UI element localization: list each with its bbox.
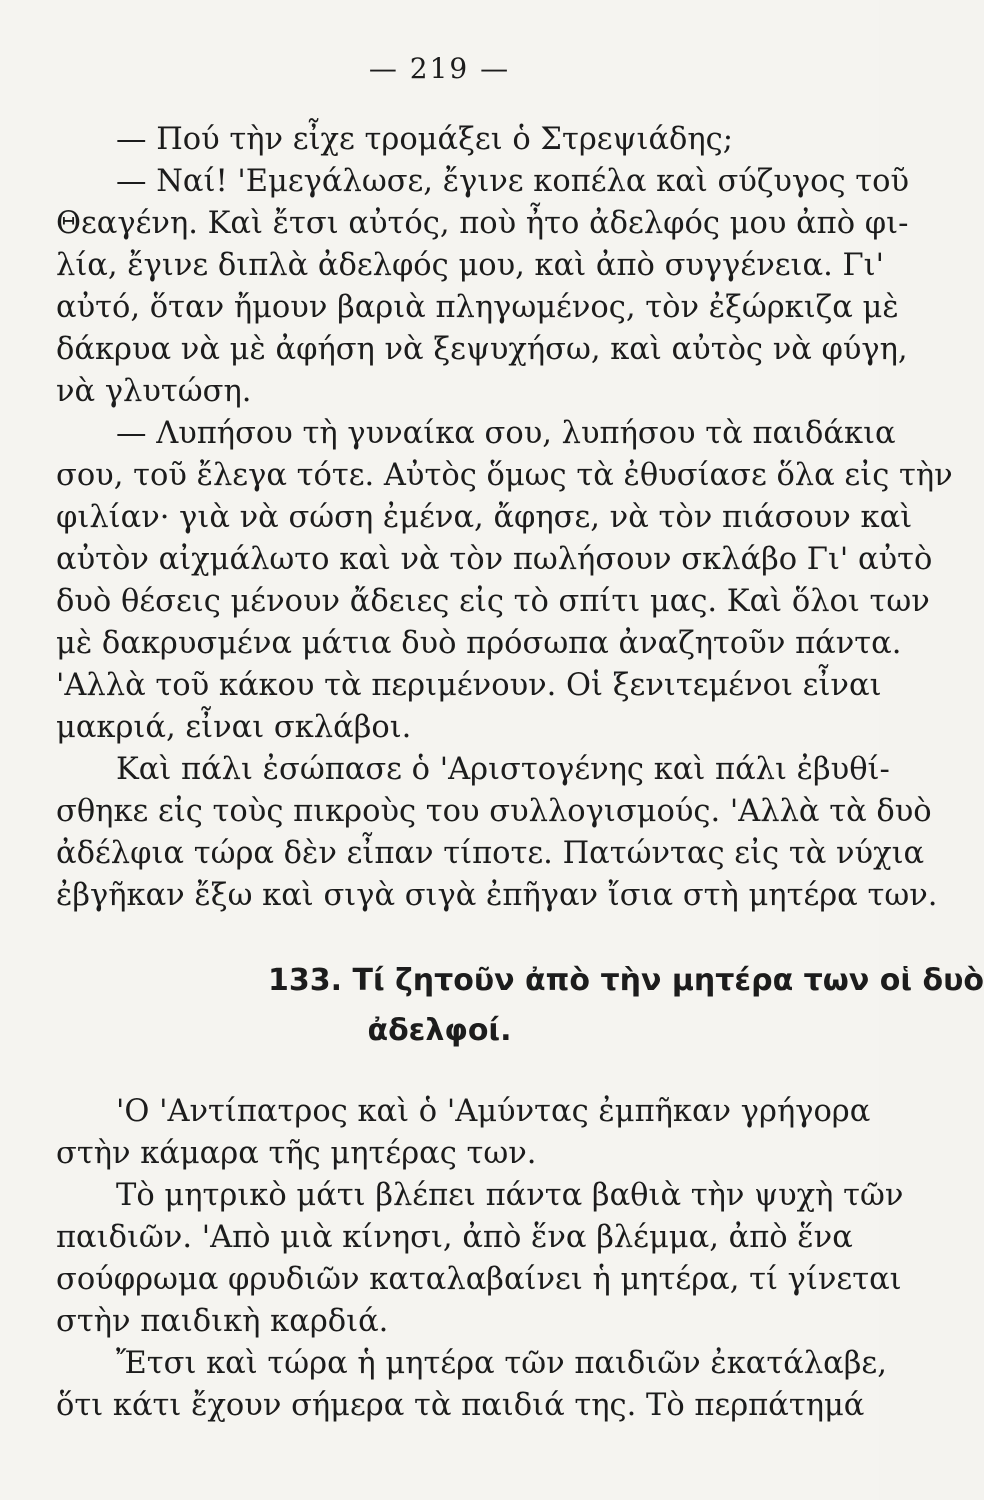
- text-line: παιδιῶν. 'Απὸ μιὰ κίνησι, ἀπὸ ἕνα βλέμμα, ἀπὸ ἕνα: [56, 1220, 853, 1255]
- text-line: αὐτό, ὅταν ἤμουν βαριὰ πληγωμένος, τὸν ἐξώρκιζα μὲ: [56, 290, 899, 325]
- text-line: μὲ δακρυσμένα μάτια δυὸ πρόσωπα ἀναζητοῦν πάντα.: [56, 626, 902, 661]
- text-line: — Ναί! 'Εμεγάλωσε, ἔγινε κοπέλα καὶ σύζυγος τοῦ: [116, 164, 910, 199]
- text-line: μακριά, εἶναι σκλάβοι.: [56, 710, 412, 745]
- text-line: — Λυπήσου τὴ γυναίκα σου, λυπήσου τὰ παιδάκια: [116, 416, 896, 451]
- text-line: σούφρωμα φρυδιῶν καταλαβαίνει ἡ μητέρα, τί γίνεται: [56, 1262, 902, 1297]
- text-line: φιλίαν· γιὰ νὰ σώση ἐμένα, ἄφησε, νὰ τὸν πιάσουν καὶ: [56, 500, 913, 535]
- text-line: δυὸ θέσεις μένουν ἄδειες εἰς τὸ σπίτι μας. Καὶ ὅλοι των: [56, 584, 930, 619]
- text-line: 'Αλλὰ τοῦ κάκου τὰ περιμένουν. Οἱ ξενιτεμένοι εἶναι: [56, 668, 882, 703]
- text-line: Θεαγένη. Καὶ ἔτσι αὐτός, ποὺ ἦτο ἀδελφός μου ἀπὸ φι-: [56, 206, 909, 241]
- text-line: λία, ἔγινε διπλὰ ἀδελφός μου, καὶ ἀπὸ συγγένεια. Γι': [56, 248, 884, 283]
- text-line: στὴν παιδικὴ καρδιά.: [56, 1304, 389, 1339]
- text-line: νὰ γλυτώση.: [56, 374, 252, 409]
- text-line: ἀδέλφια τώρα δὲν εἶπαν τίποτε. Πατώντας εἰς τὰ νύχια: [56, 836, 925, 871]
- text-line: ὅτι κάτι ἔχουν σήμερα τὰ παιδιά της. Τὸ περπάτημά: [56, 1388, 865, 1423]
- text-line: Ἔτσι καὶ τώρα ἡ μητέρα τῶν παιδιῶν ἐκατάλαβε,: [116, 1346, 887, 1381]
- section-number: 133.: [268, 963, 343, 998]
- section-heading-line-1: [268, 960, 984, 1002]
- text-line: στὴν κάμαρα τῆς μητέρας των.: [56, 1136, 537, 1171]
- text-line: Καὶ πάλι ἐσώπασε ὁ 'Αριστογένης καὶ πάλι ἐβυθί-: [116, 752, 890, 787]
- section-heading-line-2: ἀδελφοί.: [367, 1013, 512, 1048]
- text-line: ἐβγῆκαν ἔξω καὶ σιγὰ σιγὰ ἐπῆγαν ἴσια στὴ μητέρα των.: [56, 878, 938, 913]
- text-line: Τὸ μητρικὸ μάτι βλέπει πάντα βαθιὰ τὴν ψυχὴ τῶν: [116, 1178, 904, 1213]
- section-title-part-1: Τί ζητοῦν ἀπὸ τὴν μητέρα των οἱ δυὸ: [352, 963, 984, 998]
- text-line: σου, τοῦ ἔλεγα τότε. Αὐτὸς ὅμως τὰ ἐθυσίασε ὅλα εἰς τὴν: [56, 458, 953, 493]
- text-line: δάκρυα νὰ μὲ ἀφήση νὰ ξεψυχήσω, καὶ αὐτὸς νὰ φύγη,: [56, 332, 908, 367]
- text-line: σθηκε εἰς τοὺς πικροὺς του συλλογισμούς. 'Αλλὰ τὰ δυὸ: [56, 794, 932, 829]
- page-number: — 219 —: [368, 52, 511, 85]
- text-line: αὐτὸν αἰχμάλωτο καὶ νὰ τὸν πωλήσουν σκλάβο Γι' αὐτὸ: [56, 542, 933, 577]
- text-line: — Πού τὴν εἶχε τρομάξει ὁ Στρεψιάδης;: [116, 122, 734, 157]
- text-line: 'Ο 'Αντίπατρος καὶ ὁ 'Αμύντας ἐμπῆκαν γρήγορα: [116, 1094, 871, 1129]
